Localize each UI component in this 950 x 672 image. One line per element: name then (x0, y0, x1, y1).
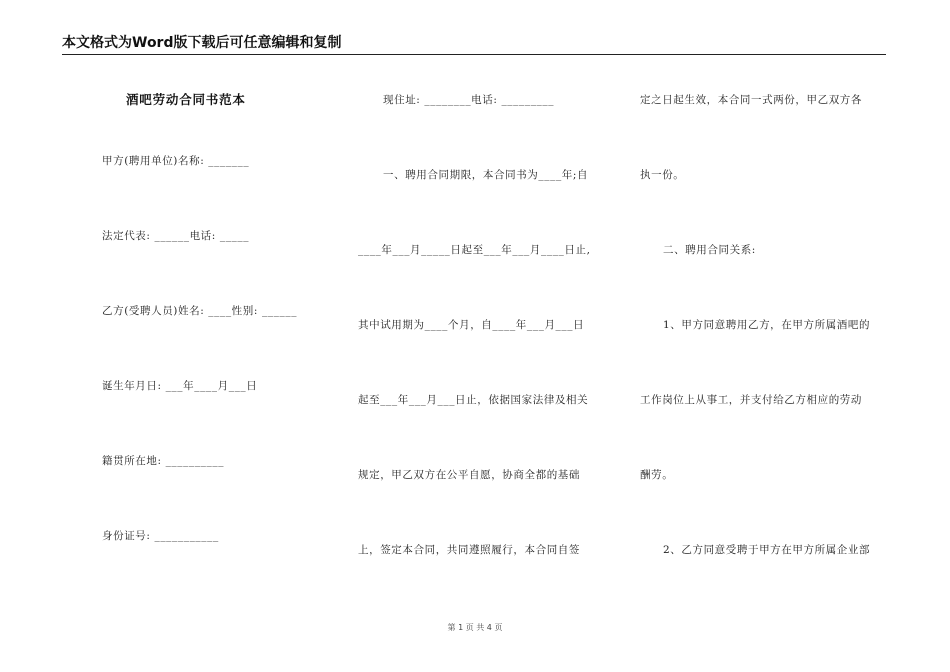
header-notice: 本文格式为Word版下载后可任意编辑和复制 (62, 35, 342, 51)
text-line: ____年___月_____日起至___年___月____日止, (358, 244, 591, 256)
text-line: 法定代表: ______电话: _____ (102, 230, 250, 242)
text-line: 甲方(聘用单位)名称: _______ (102, 155, 250, 167)
text-line: 身份证号: ___________ (102, 530, 219, 542)
document-header (62, 34, 886, 55)
text-line: 上，签定本合同，共同遵照履行，本合同自签 (358, 544, 580, 556)
document-title: 酒吧劳动合同书范本 (126, 92, 246, 107)
text-line: 2、乙方同意受聘于甲方在甲方所属企业部 (663, 544, 871, 556)
text-line: 1、甲方同意聘用乙方，在甲方所属酒吧的 (663, 319, 871, 331)
text-line: 一、聘用合同期限，本合同书为____年;自 (383, 169, 589, 181)
text-line: 其中试用期为____个月，自____年___月___日 (358, 319, 585, 331)
text-line: 执一份。 (640, 169, 685, 181)
text-line: 定之日起生效，本合同一式两份，甲乙双方各 (640, 94, 862, 106)
text-line: 规定，甲乙双方在公平自愿，协商全都的基础 (358, 469, 580, 481)
text-line: 现住址: ________电话: _________ (383, 94, 555, 106)
text-line: 二、聘用合同关系: (663, 244, 756, 256)
text-line: 乙方(受聘人员)姓名: ____性别: ______ (102, 305, 298, 317)
text-line: 酬劳。 (640, 469, 674, 481)
text-line: 起至___年___月___日止，依据国家法律及相关 (358, 394, 589, 406)
page-number: 第 1 页 共 4 页 (447, 623, 503, 632)
text-line: 工作岗位上从事工，并支付给乙方相应的劳动 (640, 394, 862, 406)
text-line: 籍贯所在地: __________ (102, 455, 225, 467)
text-line: 诞生年月日: ___年____月___日 (102, 380, 258, 392)
